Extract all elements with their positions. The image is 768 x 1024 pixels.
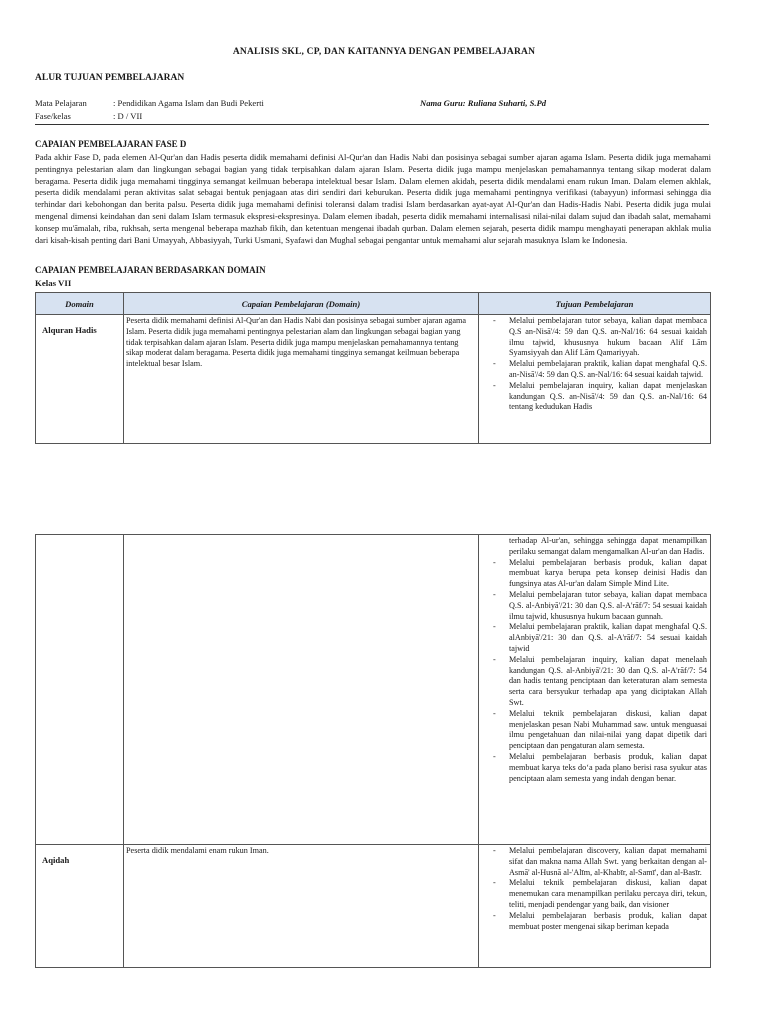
document-title: ANALISIS SKL, CP, DAN KAITANNYA DENGAN PEMBELAJARAN [232, 47, 536, 57]
table-header-row [36, 293, 711, 315]
list-item: - Melalui pembelajaran discovery, kalian dapat memahami sifat dan makna nama Allah Swt. yang berkaitan dengan al-Asmā' al-Husnā al-'Alīm, al-Khabīr, al-Samī', dan al-Basīr. [493, 846, 707, 877]
list-item: - Melalui teknik pembelajaran diskusi, kalian dapat menjelaskan pesan Nabi Muhammad saw. untuk menguasai ilmu pengetahuan dan nilai-nilai yang dapat dipetik dari penciptaan dan pengaturan alam semesta. [493, 708, 707, 751]
tujuan-continuation: terhadap Al-ur'an, sehingga sehingga dapat menampilkan perilaku semangat dalam mengamalkan Al-ur'an dan Hadis. [509, 536, 707, 556]
fase-label: Fase/kelas [35, 111, 71, 121]
header-domain: Domain [36, 293, 124, 315]
table-row [36, 315, 711, 444]
table-row [36, 845, 711, 968]
capaian-cell: Peserta didik mendalami enam rukun Iman. [124, 845, 479, 968]
tujuan-list [479, 316, 707, 413]
capaian-fase-paragraph: Pada akhir Fase D, pada elemen Al-Qur'an dan Hadis peserta didik memahami definisi Al-Qur'an dan Hadis Nabi dan posisinya sebagai sumber ajaran agama Islam. Peserta didik juga memahami pentingnya pelestarian alam dan lingkungan sebagai bagian yang tidak terpisahkan dalam ajaran Islam. Peserta didik juga mampu menjelaskan pemahamannya tentang sikap moderat dalam beragama. Peserta didik juga memahami tingginya semangat keilmuan beberapa intelektual besar Islam. Dalam elemen akidah, peserta didik mendalami enam rukun Iman. Dalam elemen akhlak, peserta didik mendalami peran aktivitas salat sebagai bentuk penjagaan atas diri sendiri dari keburukan. Peserta didik juga memahami pentingnya verifikasi (tabayyun) informasi sehingga dia terhindar dari kebohongan dan berita palsu. Peserta didik juga memahami definisi toleransi dalam tradisi Islam berdasarkan ayat-ayat Al-Qur'an dan Hadis-Hadis Nabi. Peserta didik juga mulai mengenal dimensi keindahan dan seni dalam Islam termasuk ekspresi-ekspresinya. Dalam elemen ibadah, peserta didik memahami internalisasi nilai-nilai dalam sujud dan ibadah salat, memahami konsep mu'āmalah, riba, rukhsah, serta mengenal beberapa mazhab fikih, dan ketentuan mengenai ibadah qurban. Dalam elemen sejarah, peserta didik mampu menghayati penerapan akhlak mulia dari kisah-kisah penting dari Bani Umayyah, Abbasiyyah, Turki Usmani, Syafawi dan Mughal sebagai pengantar untuk memahami alur sejarah masuknya Islam ke Indonesia. [35, 152, 711, 245]
list-item: - Melalui pembelajaran berbasis produk, kalian dapat membuat karya berupa peta konsep deinisi Hadis dan fungsinya atas Al-ur'an dalam Simple Mind Lite. [493, 557, 707, 589]
tujuan-cell [479, 845, 711, 968]
domain-table-part1 [35, 292, 711, 444]
list-item: - Melalui pembelajaran praktik, kalian dapat menghafal Q.S. an-Nisā'/4: 59 dan Q.S. an-Nal/16: 64 sesuai kaidah tajwid. [493, 359, 707, 379]
list-item: - Melalui teknik pembelajaran diskusi, kalian dapat menemukan cara menampilkan perilaku percaya diri, tekun, teliti, menjadi pendengar yang baik, dan visioner [493, 878, 707, 909]
tujuan-cell [479, 315, 711, 444]
list-item: - Melalui pembelajaran tutor sebaya, kalian dapat membaca Q.S. al-Anbiyā'/21: 30 dan Q.S. al-A'rāf/7: 54 sesuai kaidah ilmu tajwid, khususnya hukum bacaan gunnah. [493, 589, 707, 621]
tujuan-list [479, 846, 707, 932]
header-tujuan: Tujuan Pembelajaran [479, 293, 711, 315]
header-divider [35, 124, 709, 125]
list-item: - Melalui pembelajaran berbasis produk, kalian dapat membuat poster mengenai sikap beriman kepada [493, 910, 707, 931]
list-item: - Melalui pembelajaran berbasis produk, kalian dapat membuat karya teks doʻa pada plano berisi rasa syukur atas penciptaan alam semesta yang indah dengan benar. [493, 751, 707, 783]
capaian-cell: Peserta didik memahami definisi Al-Qur'an dan Hadis Nabi dan posisinya sebagai sumber ajaran agama Islam. Peserta didik juga memahami pentingnya pelestarian alam dan lingkungan sebagai bagian yang tidak terpisahkan dalam ajaran Islam. Peserta didik juga mampu menjelaskan pemahamannya tentang sikap moderat dalam beragama. Peserta didik juga memahami tingginya semangat keilmuan beberapa intelektual besar Islam. [124, 315, 479, 444]
table-row [36, 535, 711, 845]
header-capaian: Capaian Pembelajaran (Domain) [124, 293, 479, 315]
fase-value: : D / VII [113, 111, 143, 121]
domain-cell: Aqidah [36, 845, 124, 968]
tujuan-cell [479, 535, 711, 845]
domain-cell-empty [36, 535, 124, 845]
section-alur-heading: ALUR TUJUAN PEMBELAJARAN [35, 73, 185, 83]
list-item: - Melalui pembelajaran inquiry, kalian dapat menelaah kandungan Q.S. al-Anbiyā'/21: 30 dan Q.S. al-A'rāf/7: 54 dan hadis tentang penciptaan dan keteraturan alam semesta serta cara bersyukur terhadap apa yang diciptakan Allah Swt. [493, 654, 707, 707]
kelas-label: Kelas VII [35, 278, 72, 288]
list-item: - Melalui pembelajaran tutor sebaya, kalian dapat membaca Q.S an-Nisā'/4: 59 dan Q.S. an-Nal/16: 64 sesuai kaidah ilmu tajwid, khususnya hukum bacaan Alif Lām Syamsiyyah dan Alif Lām Qamariyyah. [493, 316, 707, 358]
mapel-label: Mata Pelajaran [35, 98, 87, 108]
capaian-fase-heading: CAPAIAN PEMBELAJARAN FASE D [35, 139, 187, 149]
tujuan-list [479, 558, 707, 785]
capaian-cell-empty [124, 535, 479, 845]
capaian-domain-heading: CAPAIAN PEMBELAJARAN BERDASARKAN DOMAIN [35, 265, 266, 275]
mapel-value: : Pendidikan Agama Islam dan Budi Pekerti [113, 98, 264, 108]
list-item: - Melalui pembelajaran inquiry, kalian dapat menjelaskan kandungan Q.S. an-Nisā'/4: 59 dan Q.S. an-Nal/16: 64 tentang kedudukan Hadis [493, 380, 707, 412]
guru-name: Nama Guru: Ruliana Suharti, S.Pd [420, 98, 547, 108]
domain-cell: Alquran Hadis [36, 315, 124, 444]
list-item: - Melalui pembelajaran praktik, kalian dapat menghafal Q.S. alAnbiyā'/21: 30 dan Q.S. al-A'rāf/7: 54 sesuai kaidah tajwid [493, 622, 707, 653]
domain-table-part2 [35, 534, 711, 968]
